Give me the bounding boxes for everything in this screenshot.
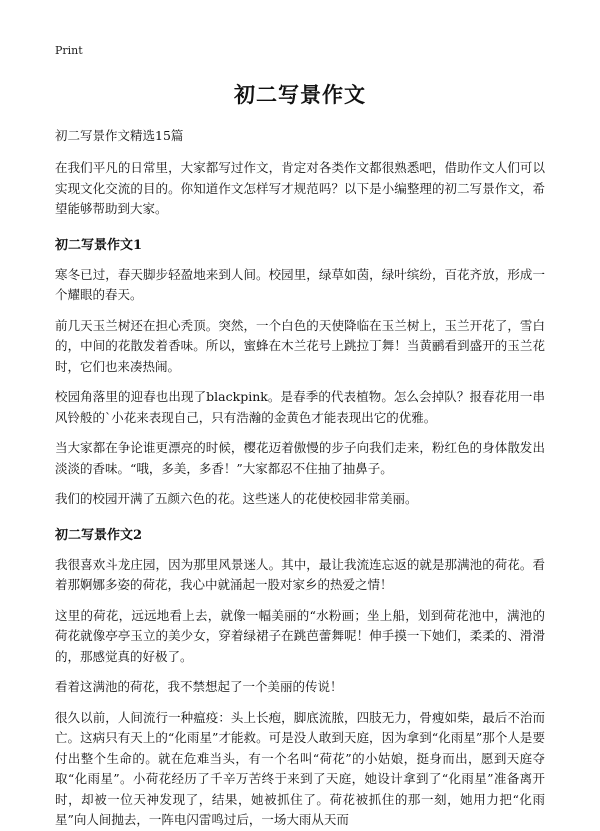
paragraph: 寒冬已过，春天脚步轻盈地来到人间。校园里，绿草如茵，绿叶缤纷，百花齐放，形成一个耀眼的春天。 <box>55 266 545 302</box>
page-title: 初二写景作文 <box>234 82 366 107</box>
section-heading: 初二写景作文1 <box>55 237 143 253</box>
paragraph: 当大家都在争论谁更漂亮的时候，樱花迈着傲慢的步子向我们走来，粉红色的身体散发出淡淡的香味。“哦，多美，多香！”大家都忍不住抽了抽鼻子。 <box>55 440 545 476</box>
paragraph: 我很喜欢斗龙庄园，因为那里风景迷人。其中，最让我流连忘返的就是那满池的荷花。看着那婀娜多姿的荷花，我心中就涌起一股对家乡的热爱之情！ <box>55 556 545 592</box>
paragraph: 前几天玉兰树还在担心秃顶。突然，一个白色的天使降临在玉兰树上，玉兰开花了，雪白的，中间的花散发着香味。所以，蜜蜂在木兰花号上跳拉丁舞！当黄鹂看到盛开的玉兰花时，它们也来凑热闹。 <box>55 317 545 374</box>
intro-paragraph: 在我们平凡的日常里，大家都写过作文，肯定对各类作文都很熟悉吧，借助作文人们可以实现文化交流的目的。你知道作文怎样写才规范吗？以下是小编整理的初二写景作文，希望能够帮助到大家。 <box>55 160 545 216</box>
print-link[interactable]: Print <box>55 44 83 57</box>
paragraph: 看着这满池的荷花，我不禁想起了一个美丽的传说！ <box>55 679 343 694</box>
section-1 <box>55 234 545 510</box>
subtitle: 初二写景作文精选15篇 <box>55 128 184 143</box>
section-2 <box>55 524 545 831</box>
paragraph: 我们的校园开满了五颜六色的花。这些迷人的花使校园非常美丽。 <box>55 491 418 506</box>
paragraph: 很久以前，人间流行一种瘟疫：头上长疱，脚底流脓，四肢无力，骨瘦如柴，最后不治而亡。这病只有天上的“化雨星”才能救。可是没人敢到天庭，因为拿到“化雨星”那个人是要付出整个生命的。就在危难当头，有一个名叫“荷花”的小姑娘，挺身而出，愿到天庭夺取“化雨星”。小荷花经历了千辛万苦终于来到了天庭，她设计拿到了“化雨星”准备离开时，却被一位天神发现了，结果，她被抓住了。荷花被抓住的那一刻，她用力把“化雨星”向人间抛去，一阵电闪雷鸣过后，一场大雨从天而 <box>55 709 545 827</box>
paragraph: 校园角落里的迎春也出现了blackpink。是春季的代表植物。怎么会掉队？报春花用一串风铃般的`小花来表现自己，只有浩瀚的金黄色才能表现出它的优雅。 <box>55 389 545 425</box>
section-heading: 初二写景作文2 <box>55 527 143 543</box>
paragraph: 这里的荷花，远远地看上去，就像一幅美丽的“水粉画；坐上船，划到荷花池中，满池的荷花就像亭亭玉立的美少女，穿着绿裙子在跳芭蕾舞呢！伸手摸一下她们，柔柔的、滑滑的，那感觉真的好极了。 <box>55 607 545 664</box>
